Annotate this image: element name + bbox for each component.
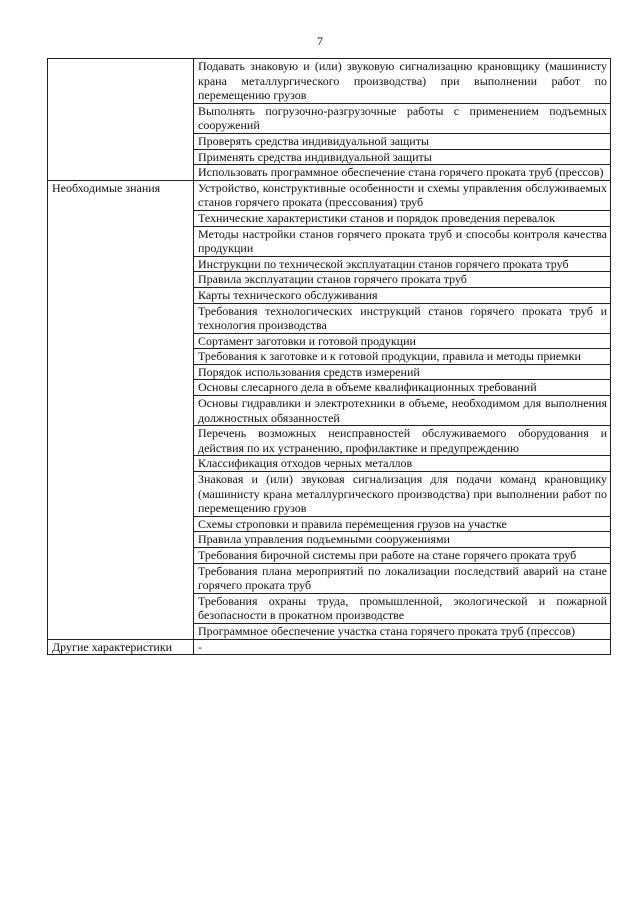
section-label-cell: Необходимые знания: [48, 180, 194, 639]
requirement-item-cell: Инструкции по технической эксплуатации станов горячего проката труб: [194, 256, 611, 272]
requirement-item-cell: Основы гидравлики и электротехники в объеме, необходимом для выполнения должностных обязанностей: [194, 396, 611, 426]
requirement-item-cell: Порядок использования средств измерений: [194, 364, 611, 380]
requirement-item-cell: -: [194, 639, 611, 655]
requirement-item-cell: Схемы строповки и правила перемещения грузов на участке: [194, 516, 611, 532]
requirement-item-cell: Сортамент заготовки и готовой продукции: [194, 333, 611, 349]
requirement-item-cell: Технические характеристики станов и порядок проведения перевалок: [194, 210, 611, 226]
requirement-item-cell: Правила управления подъемными сооружениями: [194, 532, 611, 548]
requirement-item-cell: Применять средства индивидуальной защиты: [194, 149, 611, 165]
requirement-item-cell: Карты технического обслуживания: [194, 287, 611, 303]
requirement-item-cell: Проверять средства индивидуальной защиты: [194, 133, 611, 149]
requirement-item-cell: Требования охраны труда, промышленной, экологической и пожарной безопасности в прокатном производстве: [194, 593, 611, 623]
requirement-item-cell: Программное обеспечение участка стана горячего проката труб (прессов): [194, 623, 611, 639]
requirement-item-cell: Требования плана мероприятий по локализации последствий аварий на стане горячего проката труб: [194, 563, 611, 593]
requirement-item-cell: Использовать программное обеспечение стана горячего проката труб (прессов): [194, 165, 611, 181]
table-row: [48, 59, 611, 104]
requirement-item-cell: Правила эксплуатации станов горячего проката труб: [194, 272, 611, 288]
table-row: [48, 180, 611, 210]
requirement-item-cell: Подавать знаковую и (или) звуковую сигнализацию крановщику (машинисту крана металлургического производства) при выполнении работ по перемещению грузов: [194, 59, 611, 104]
requirement-item-cell: Классификация отходов черных металлов: [194, 456, 611, 472]
section-label-cell: [48, 59, 194, 181]
requirements-table: [47, 58, 611, 655]
requirement-item-cell: Знаковая и (или) звуковая сигнализация для подачи команд крановщику (машинисту крана металлургического производства) при выполнении работ по перемещению грузов: [194, 472, 611, 517]
table-row: [48, 639, 611, 655]
requirement-item-cell: Методы настройки станов горячего проката труб и способы контроля качества продукции: [194, 226, 611, 256]
requirement-item-cell: Требования технологических инструкций станов горячего проката труб и технология производства: [194, 303, 611, 333]
requirement-item-cell: Требования бирочной системы при работе на стане горячего проката труб: [194, 548, 611, 564]
section-label-cell: Другие характеристики: [48, 639, 194, 655]
requirement-item-cell: Выполнять погрузочно-разгрузочные работы с применением подъемных сооружений: [194, 103, 611, 133]
requirement-item-cell: Основы слесарного дела в объеме квалификационных требований: [194, 380, 611, 396]
page-number: 7: [317, 34, 323, 48]
requirement-item-cell: Требования к заготовке и к готовой продукции, правила и методы приемки: [194, 349, 611, 365]
requirements-table-body: [48, 59, 611, 655]
requirement-item-cell: Устройство, конструктивные особенности и схемы управления обслуживаемых станов горячего проката (прессования) труб: [194, 180, 611, 210]
requirement-item-cell: Перечень возможных неисправностей обслуживаемого оборудования и действия по их устранению, профилактике и предупреждению: [194, 426, 611, 456]
